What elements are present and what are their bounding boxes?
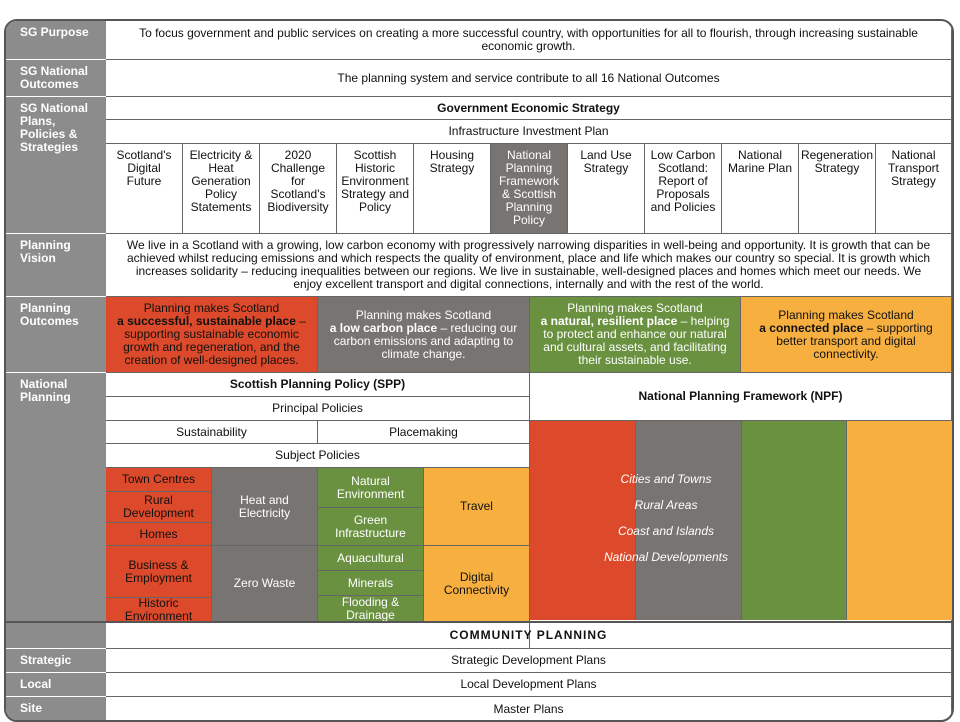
vision-text: We live in a Scotland with a growing, low carbon economy with progressively narrowing disparities in well-being and opportunity. It is growth that can be achieved whilst reducing emissions and which respects the quality of environment, place and life which makes our country so special. It is growth which increases solidarity – reducing inequalities between our regions. We live in sustainable, well-designed places and homes which meet our needs. We enjoy excellent transport and digital connections, internally and with the rest of the world. <box>106 234 952 297</box>
label-strategic: Strategic <box>6 649 106 673</box>
divider <box>6 696 106 697</box>
label-sg-national-outcomes: SG National Outcomes <box>6 60 106 97</box>
strategy-cell: Scotland's Digital Future <box>106 144 183 234</box>
spp-title: Scottish Planning Policy (SPP) <box>106 373 530 397</box>
spp-principal-policies: Principal Policies <box>106 397 530 421</box>
outcomes-text: The planning system and service contribute to all 16 National Outcomes <box>106 60 952 97</box>
divider <box>6 233 106 234</box>
label-planning-vision: Planning Vision <box>6 234 106 297</box>
outcome-connected-place: Planning makes Scotland a connected place – supporting better transport and digital connectivity. <box>741 297 952 373</box>
purpose-text: To focus government and public services on creating a more successful country, with opportunities for all to flourish, through increasing sustainable economic growth. <box>106 21 952 60</box>
strategy-cell: Housing Strategy <box>414 144 491 234</box>
strategy-cell: Land Use Strategy <box>568 144 645 234</box>
strategy-cell-npf-spp: National Planning Framework & Scottish Planning Policy <box>491 144 568 234</box>
master-plans: Master Plans <box>106 697 952 722</box>
strategy-cell: National Marine Plan <box>722 144 799 234</box>
label-site: Site <box>6 697 106 722</box>
policy-rural-development: Rural Development <box>106 492 212 523</box>
npf-column-red <box>530 421 636 620</box>
npf-item-cities-towns: Cities and Towns <box>620 472 712 486</box>
strategy-cell: Electricity & Heat Generation Policy Statements <box>183 144 260 234</box>
policy-heat-electricity: Heat and Electricity <box>212 468 318 546</box>
npf-title: National Planning Framework (NPF) <box>530 373 952 421</box>
strategy-cell: Regeneration Strategy <box>799 144 876 234</box>
divider <box>6 59 106 60</box>
npf-column-grey <box>636 421 742 620</box>
strategy-cell: National Transport Strategy <box>876 144 952 234</box>
policy-town-centres: Town Centres <box>106 468 212 492</box>
policy-business-employment: Business & Employment <box>106 546 212 598</box>
policy-green-infrastructure: Green Infrastructure <box>318 508 424 546</box>
outcome-successful-place: Planning makes Scotland a successful, sustainable place – supporting sustainable economic growth and regeneration, and the creation of well-designed places. <box>106 297 318 373</box>
policy-zero-waste: Zero Waste <box>212 546 318 622</box>
label-local: Local <box>6 673 106 697</box>
label-national-planning: National Planning <box>6 373 106 649</box>
strategy-cell: Low Carbon Scotland: Report of Proposals and Policies <box>645 144 722 234</box>
label-planning-outcomes: Planning Outcomes <box>6 297 106 373</box>
policy-digital-connectivity: Digital Connectivity <box>424 546 530 622</box>
npf-item-national-developments: National Developments <box>603 550 729 564</box>
spp-subject-policies: Subject Policies <box>106 444 530 468</box>
npf-column-green <box>742 421 847 620</box>
policy-natural-environment: Natural Environment <box>318 468 424 508</box>
infrastructure-investment-plan: Infrastructure Investment Plan <box>106 120 952 144</box>
label-sg-plans-policies: SG National Plans, Policies & Strategies <box>6 97 106 234</box>
label-sg-purpose: SG Purpose <box>6 21 106 60</box>
strategic-development-plans: Strategic Development Plans <box>106 649 952 673</box>
policy-historic-environment: Historic Environment <box>106 598 212 622</box>
strategy-cell: Scottish Historic Environment Strategy and Policy <box>337 144 414 234</box>
spp-sustainability: Sustainability <box>106 421 318 444</box>
planning-framework-diagram <box>4 19 954 722</box>
government-economic-strategy: Government Economic Strategy <box>106 97 952 120</box>
outcome-natural-resilient-place: Planning makes Scotland a natural, resilient place – helping to protect and enhance our natural and cultural assets, and facilitating their sustainable use. <box>530 297 741 373</box>
divider <box>6 672 106 673</box>
divider <box>6 296 106 297</box>
policy-aquacultural: Aquacultural <box>318 546 424 571</box>
spp-placemaking: Placemaking <box>318 421 530 444</box>
divider <box>6 96 106 97</box>
community-planning: COMMUNITY PLANNING <box>106 623 952 649</box>
strategy-cell: 2020 Challenge for Scotland's Biodiversity <box>260 144 337 234</box>
policy-minerals: Minerals <box>318 571 424 596</box>
npf-item-rural-areas: Rural Areas <box>634 498 698 512</box>
local-development-plans: Local Development Plans <box>106 673 952 697</box>
divider <box>6 372 106 373</box>
npf-column-orange <box>847 421 952 620</box>
outcome-low-carbon-place: Planning makes Scotland a low carbon place – reducing our carbon emissions and adapting to climate change. <box>318 297 530 373</box>
npf-item-coast-islands: Coast and Islands <box>617 524 715 538</box>
policy-homes: Homes <box>106 523 212 546</box>
policy-travel: Travel <box>424 468 530 546</box>
policy-flooding-drainage: Flooding & Drainage <box>318 596 424 622</box>
divider <box>6 648 106 649</box>
